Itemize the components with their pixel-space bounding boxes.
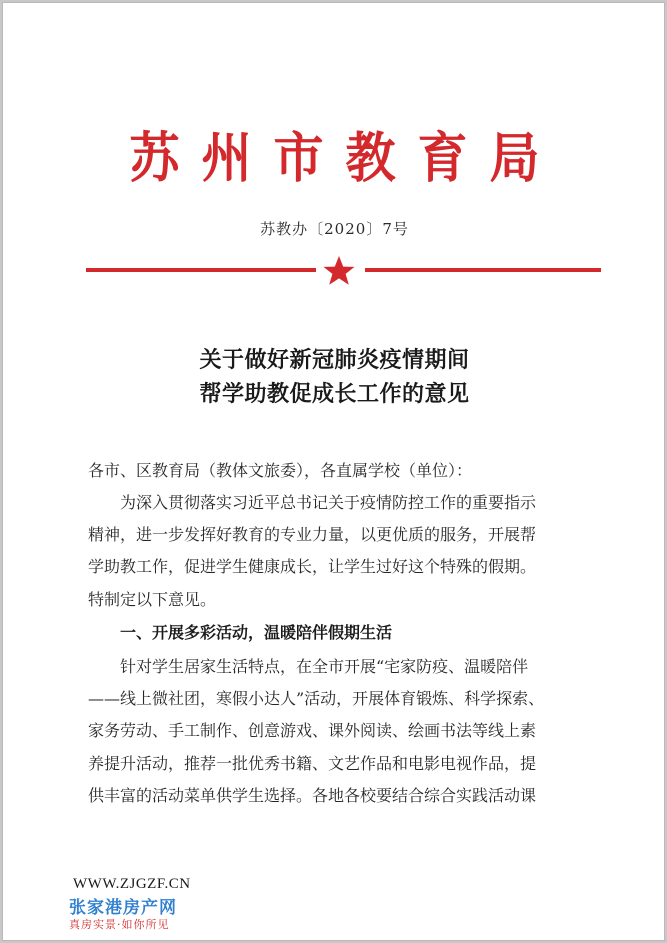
red-rule-left	[86, 268, 316, 272]
document-title-line-1: 关于做好新冠肺炎疫情期间	[199, 347, 470, 373]
issuing-organization-title: 苏州市教育局	[129, 125, 562, 190]
red-star-icon	[321, 253, 357, 289]
red-rule-right	[365, 268, 601, 272]
watermark-brand: 张家港房产网	[69, 898, 177, 918]
document-page	[2, 2, 665, 941]
section-1-line-1: 针对学生居家生活特点，在全市开展“宅家防疫、温暖陪伴	[120, 657, 529, 676]
section-1-line-5: 供丰富的活动菜单供学生选择。各地各校要结合综合实践活动课	[88, 786, 537, 805]
section-1-line-4: 养提升活动，推荐一批优秀书籍、文艺作品和电影电视作品，提	[88, 754, 537, 773]
watermark-slogan: 真房实景·如你所见	[69, 918, 170, 931]
section-1-heading: 一、开展多彩活动，温暖陪伴假期生活	[120, 623, 393, 642]
intro-line-2: 精神，进一步发挥好教育的专业力量，以更优质的服务，开展帮	[88, 525, 537, 544]
section-1-line-2: ——线上微社团，寒假小达人”活动，开展体育锻炼、科学探索、	[88, 689, 545, 708]
watermark-url: WWW.ZJGZF.CN	[73, 876, 191, 892]
section-1-line-3: 家务劳动、手工制作、创意游戏、课外阅读、绘画书法等线上素	[88, 721, 537, 740]
intro-line-4: 特制定以下意见。	[88, 590, 217, 609]
document-number: 苏教办〔2020〕7号	[260, 220, 409, 238]
salutation: 各市、区教育局（教体文旅委），各直属学校（单位）：	[88, 461, 473, 480]
intro-line-1: 为深入贯彻落实习近平总书记关于疫情防控工作的重要指示	[120, 493, 537, 512]
document-title-line-2: 帮学助教促成长工作的意见	[199, 381, 470, 407]
intro-line-3: 学助教工作，促进学生健康成长，让学生过好这个特殊的假期。	[88, 557, 537, 576]
